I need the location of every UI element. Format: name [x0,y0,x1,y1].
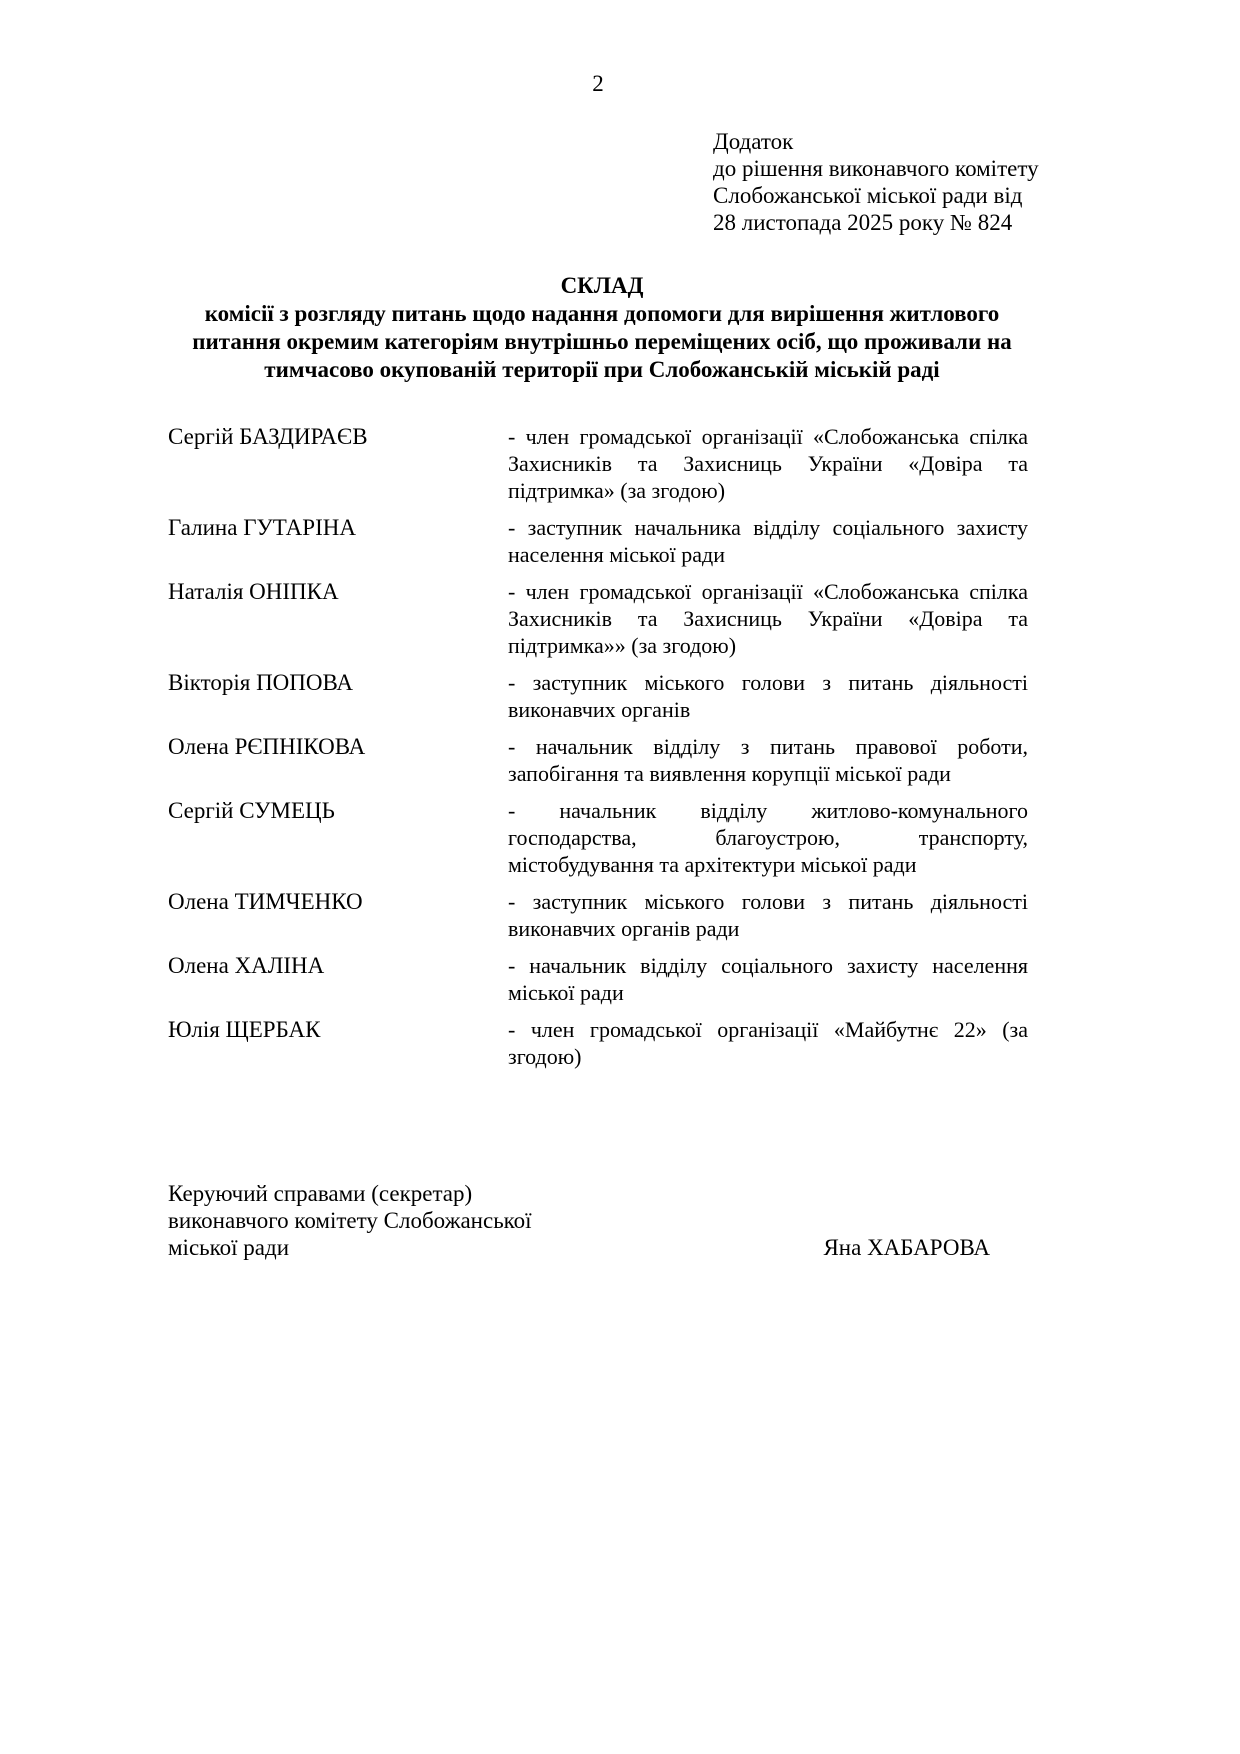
annex-header-line: до рішення виконавчого комітету [713,156,1039,181]
member-row [168,952,1028,1006]
signatory-position-line: міської ради [168,1235,290,1260]
member-row [168,423,1028,504]
member-role: - заступник начальника відділу соціального захисту населення міської ради [508,515,1028,567]
member-role: - заступник міського голови з питань діяльності виконавчих органів [508,670,1028,722]
signatory-name: Яна ХАБАРОВА [823,1235,990,1260]
signatory-position [168,1180,532,1261]
member-row [168,669,1028,723]
member-row [168,1016,1028,1070]
member-role: - начальник відділу з питань правової роботи, запобігання та виявлення корупції міської ради [508,734,1028,786]
member-row [168,578,1028,659]
member-name: Наталія ОНІПКА [168,579,339,604]
member-role: - начальник відділу соціального захисту населення міської ради [508,953,1028,1005]
page-number: 2 [592,71,604,96]
member-row [168,797,1028,878]
signature-block [168,1180,1028,1261]
member-name: Галина ГУТАРІНА [168,515,356,540]
signatory-position-line: Керуючий справами (секретар) [168,1181,473,1206]
member-role: - заступник міського голови з питань діяльності виконавчих органів ради [508,889,1028,941]
member-name: Олена ХАЛІНА [168,953,325,978]
member-role: - начальник відділу житлово-комунального господарства, благоустрою, транспорту, містобудування та архітектури міської ради [508,798,1028,877]
member-name: Олена РЄПНІКОВА [168,734,366,759]
member-name: Сергій СУМЕЦЬ [168,798,335,823]
member-role: - член громадської організації «Слобожанська спілка Захисників та Захисниць України «Довіра та підтримка»» (за згодою) [508,579,1028,658]
annex-header [713,128,1053,236]
member-name: Вікторія ПОПОВА [168,670,354,695]
annex-header-line: Слобожанської міської ради від [713,183,1023,208]
member-row [168,733,1028,787]
annex-header-line: 28 листопада 2025 року № 824 [713,210,1013,235]
member-name: Сергій БАЗДИРАЄВ [168,424,368,449]
document-title-heading: СКЛАД [560,273,644,298]
member-name: Олена ТИМЧЕНКО [168,889,363,914]
member-row [168,514,1028,568]
signatory-position-line: виконавчого комітету Слобожанської [168,1208,532,1233]
document-title [168,272,1036,384]
document-title-subtitle: комісії з розгляду питань щодо надання допомоги для вирішення житлового питання окремим категоріям внутрішньо переміщених осіб, що проживали на тимчасово окупованій території при Слобожанській міській раді [192,301,1012,382]
member-role: - член громадської організації «Слобожанська спілка Захисників та Захисниць України «Довіра та підтримка» (за згодою) [508,424,1028,503]
commission-members-list [168,423,1028,1080]
annex-header-line: Додаток [713,129,794,154]
member-name: Юлія ЩЕРБАК [168,1017,321,1042]
member-role: - член громадської організації «Майбутнє 22» (за згодою) [508,1017,1028,1069]
member-row [168,888,1028,942]
